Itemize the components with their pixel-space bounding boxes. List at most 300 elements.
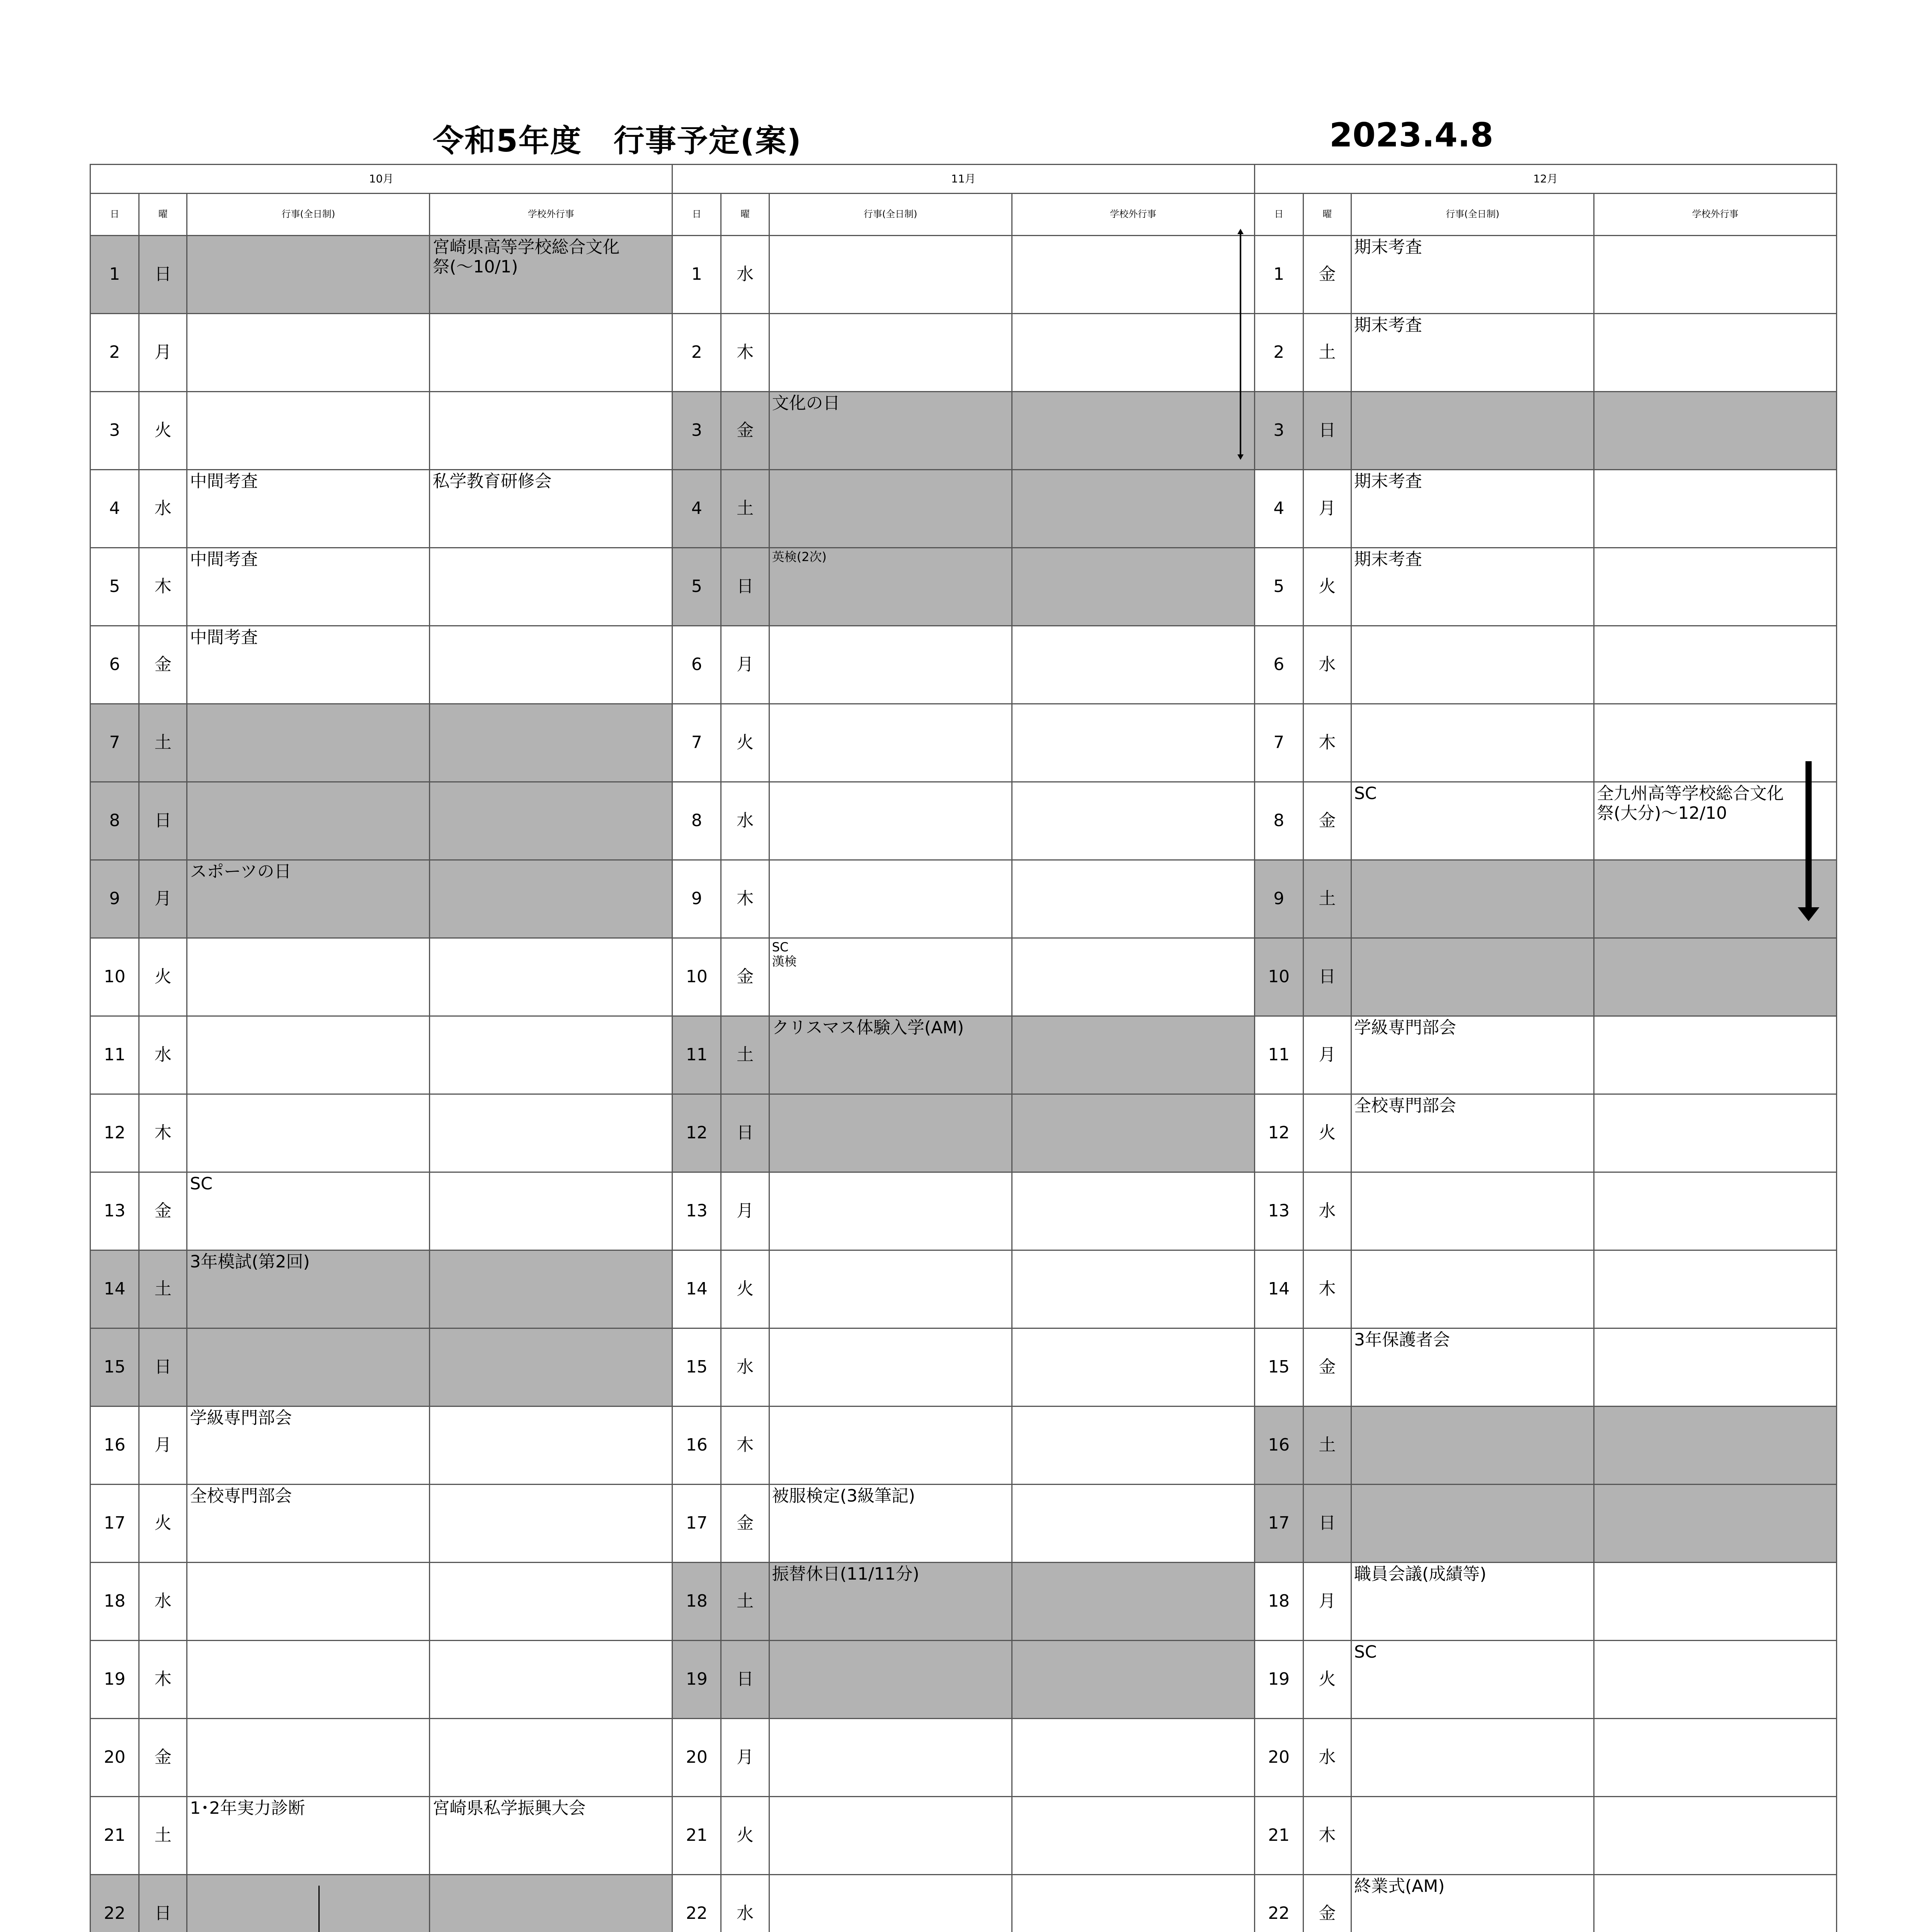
nov-event: [769, 1250, 1012, 1328]
nov-weekday: 水: [721, 236, 769, 314]
oct-weekday: 金: [139, 1172, 187, 1250]
col-weekday: 曜: [1303, 194, 1351, 236]
nov-day-number: 11: [672, 1016, 721, 1094]
nov-event: 被服検定(3級筆記): [769, 1485, 1012, 1563]
oct-external-event: [430, 1875, 672, 1932]
oct-external-event: [430, 1016, 672, 1094]
oct-event: 3年模試(第2回): [187, 1250, 430, 1328]
dec-event: [1351, 704, 1594, 782]
nov-day-number: 18: [672, 1563, 721, 1641]
table-row: [90, 548, 1837, 626]
oct-weekday: 月: [139, 314, 187, 392]
oct-external-event: [430, 1250, 672, 1328]
oct-external-event: 宮崎県私学振興大会: [430, 1797, 672, 1875]
nov-day-number: 5: [672, 548, 721, 626]
nov-day-number: 4: [672, 470, 721, 548]
nov-external-event: [1012, 1875, 1254, 1932]
dec-event: SC: [1351, 1641, 1594, 1719]
month-header-row: [90, 165, 1837, 194]
col-day: 日: [1254, 194, 1303, 236]
nov-external-event: [1012, 1250, 1254, 1328]
oct-weekday: 日: [139, 236, 187, 314]
col-external: 学校外行事: [1012, 194, 1254, 236]
oct-event: [187, 1875, 430, 1932]
oct-event: 中間考査: [187, 470, 430, 548]
oct-day-number: 8: [90, 782, 139, 860]
nov-day-number: 17: [672, 1485, 721, 1563]
oct-external-event: 宮崎県高等学校総合文化 祭(～10/1): [430, 236, 672, 314]
table-row: [90, 782, 1837, 860]
dec-day-number: 21: [1254, 1797, 1303, 1875]
column-header-row: [90, 194, 1837, 236]
table-row: [90, 1875, 1837, 1932]
nov-external-event: [1012, 314, 1254, 392]
nov-external-event: [1012, 1797, 1254, 1875]
dec-event: 職員会議(成績等): [1351, 1563, 1594, 1641]
dec-external-event: [1594, 1797, 1836, 1875]
dec-event: 学級専門部会: [1351, 1016, 1594, 1094]
nov-day-number: 13: [672, 1172, 721, 1250]
dec-external-event: [1594, 938, 1836, 1016]
dec-event: [1351, 860, 1594, 938]
nov-external-event: [1012, 1172, 1254, 1250]
oct-event: [187, 1094, 430, 1172]
col-external: 学校外行事: [1594, 194, 1836, 236]
dec-external-event: [1594, 236, 1836, 314]
nov-day-number: 9: [672, 860, 721, 938]
oct-weekday: 火: [139, 938, 187, 1016]
oct-external-event: [430, 782, 672, 860]
oct-weekday: 水: [139, 1016, 187, 1094]
table-row: [90, 1641, 1837, 1719]
nov-day-number: 10: [672, 938, 721, 1016]
nov-external-event: [1012, 548, 1254, 626]
oct-weekday: 土: [139, 1797, 187, 1875]
nov-event: [769, 860, 1012, 938]
dec-event: [1351, 1797, 1594, 1875]
nov-external-event: [1012, 1016, 1254, 1094]
oct-weekday: 日: [139, 782, 187, 860]
dec-event: [1351, 1485, 1594, 1563]
oct-external-event: [430, 1563, 672, 1641]
oct-day-number: 7: [90, 704, 139, 782]
nov-range-arrow-head-top: [1237, 229, 1244, 234]
oct-event: 1･2年実力診断: [187, 1797, 430, 1875]
oct-day-number: 13: [90, 1172, 139, 1250]
col-events: 行事(全日制): [187, 194, 430, 236]
nov-day-number: 8: [672, 782, 721, 860]
nov-external-event: [1012, 938, 1254, 1016]
col-weekday: 曜: [721, 194, 769, 236]
oct-day-number: 4: [90, 470, 139, 548]
dec-day-number: 4: [1254, 470, 1303, 548]
dec-external-event: [1594, 1172, 1836, 1250]
dec-weekday: 火: [1303, 1641, 1351, 1719]
nov-event: 英検(2次): [769, 548, 1012, 626]
dec-external-event: [1594, 1250, 1836, 1328]
nov-day-number: 6: [672, 626, 721, 704]
nov-weekday: 月: [721, 1719, 769, 1797]
nov-weekday: 金: [721, 392, 769, 470]
nov-external-event: [1012, 782, 1254, 860]
oct-event: [187, 704, 430, 782]
dec-external-event: [1594, 704, 1836, 782]
nov-event: [769, 314, 1012, 392]
oct-weekday: 木: [139, 1641, 187, 1719]
oct-day-number: 1: [90, 236, 139, 314]
oct-external-event: [430, 626, 672, 704]
dec-external-event: [1594, 470, 1836, 548]
dec-weekday: 木: [1303, 704, 1351, 782]
nov-day-number: 16: [672, 1406, 721, 1485]
dec-weekday: 水: [1303, 1172, 1351, 1250]
nov-event: [769, 1641, 1012, 1719]
dec-weekday: 金: [1303, 1328, 1351, 1406]
nov-event: SC 漢検: [769, 938, 1012, 1016]
oct-external-event: [430, 938, 672, 1016]
nov-weekday: 日: [721, 1641, 769, 1719]
nov-weekday: 木: [721, 1406, 769, 1485]
nov-weekday: 火: [721, 1797, 769, 1875]
dec-event: 期末考査: [1351, 548, 1594, 626]
oct-weekday: 月: [139, 1406, 187, 1485]
col-events: 行事(全日制): [1351, 194, 1594, 236]
oct-day-number: 11: [90, 1016, 139, 1094]
nov-day-number: 21: [672, 1797, 721, 1875]
nov-external-event: [1012, 236, 1254, 314]
nov-day-number: 15: [672, 1328, 721, 1406]
oct-day-number: 10: [90, 938, 139, 1016]
dec-external-event: [1594, 1328, 1836, 1406]
dec-day-number: 12: [1254, 1094, 1303, 1172]
oct-external-event: [430, 1094, 672, 1172]
nov-day-number: 20: [672, 1719, 721, 1797]
nov-weekday: 土: [721, 1563, 769, 1641]
table-row: [90, 1797, 1837, 1875]
oct-event: 中間考査: [187, 548, 430, 626]
oct-weekday: 水: [139, 470, 187, 548]
table-row: [90, 704, 1837, 782]
nov-day-number: 14: [672, 1250, 721, 1328]
oct-day-number: 21: [90, 1797, 139, 1875]
table-row: [90, 236, 1837, 314]
nov-event: [769, 626, 1012, 704]
dec-weekday: 日: [1303, 938, 1351, 1016]
nov-external-event: [1012, 1485, 1254, 1563]
oct-day-number: 9: [90, 860, 139, 938]
dec-weekday: 金: [1303, 1875, 1351, 1932]
dec-day-number: 3: [1254, 392, 1303, 470]
dec-day-number: 22: [1254, 1875, 1303, 1932]
col-weekday: 曜: [139, 194, 187, 236]
dec-external-event: 全九州高等学校総合文化 祭(大分)～12/10: [1594, 782, 1836, 860]
dec-day-number: 7: [1254, 704, 1303, 782]
oct-weekday: 月: [139, 860, 187, 938]
oct-event: [187, 236, 430, 314]
oct-day-number: 2: [90, 314, 139, 392]
oct-day-number: 20: [90, 1719, 139, 1797]
dec-event: 期末考査: [1351, 236, 1594, 314]
dec-day-number: 14: [1254, 1250, 1303, 1328]
nov-weekday: 金: [721, 938, 769, 1016]
month-december: 12月: [1254, 165, 1836, 194]
nov-external-event: [1012, 1641, 1254, 1719]
dec-weekday: 金: [1303, 236, 1351, 314]
oct-weekday: 土: [139, 1250, 187, 1328]
oct-day-number: 15: [90, 1328, 139, 1406]
dec-weekday: 土: [1303, 860, 1351, 938]
dec-event: [1351, 1719, 1594, 1797]
dec-day-number: 8: [1254, 782, 1303, 860]
oct-event: [187, 1563, 430, 1641]
oct-weekday: 木: [139, 548, 187, 626]
dec-weekday: 水: [1303, 626, 1351, 704]
nov-event: [769, 1406, 1012, 1485]
nov-weekday: 土: [721, 1016, 769, 1094]
dec-external-event: [1594, 1016, 1836, 1094]
dec-external-event: [1594, 314, 1836, 392]
dec-weekday: 木: [1303, 1797, 1351, 1875]
oct-day-number: 22: [90, 1875, 139, 1932]
dec-weekday: 金: [1303, 782, 1351, 860]
nov-day-number: 19: [672, 1641, 721, 1719]
nov-external-event: [1012, 1328, 1254, 1406]
dec-event: SC: [1351, 782, 1594, 860]
dec-event: [1351, 938, 1594, 1016]
nov-weekday: 火: [721, 704, 769, 782]
dec-event: 期末考査: [1351, 314, 1594, 392]
nov-weekday: 月: [721, 1172, 769, 1250]
dec-weekday: 火: [1303, 548, 1351, 626]
nov-day-number: 7: [672, 704, 721, 782]
table-row: [90, 938, 1837, 1016]
nov-event: [769, 1719, 1012, 1797]
dec-event: [1351, 392, 1594, 470]
dec-event: 全校専門部会: [1351, 1094, 1594, 1172]
dec-external-event: [1594, 392, 1836, 470]
nov-weekday: 木: [721, 860, 769, 938]
nov-event: [769, 1094, 1012, 1172]
dec-weekday: 土: [1303, 314, 1351, 392]
oct-weekday: 木: [139, 1094, 187, 1172]
table-row: [90, 314, 1837, 392]
col-external: 学校外行事: [430, 194, 672, 236]
oct-weekday: 日: [139, 1875, 187, 1932]
dec-day-number: 18: [1254, 1563, 1303, 1641]
nov-external-event: [1012, 704, 1254, 782]
nov-weekday: 金: [721, 1485, 769, 1563]
nov-external-event: [1012, 860, 1254, 938]
oct-day-number: 5: [90, 548, 139, 626]
calendar-table: [90, 164, 1837, 1932]
dec-weekday: 月: [1303, 470, 1351, 548]
oct-trip-range-line: [318, 1886, 320, 1932]
nov-weekday: 水: [721, 782, 769, 860]
dec-day-number: 20: [1254, 1719, 1303, 1797]
oct-weekday: 水: [139, 1563, 187, 1641]
oct-day-number: 14: [90, 1250, 139, 1328]
dec-event: 終業式(AM): [1351, 1875, 1594, 1932]
dec-day-number: 5: [1254, 548, 1303, 626]
nov-event: [769, 1328, 1012, 1406]
dec-external-event: [1594, 1875, 1836, 1932]
oct-event: 学級専門部会: [187, 1406, 430, 1485]
oct-weekday: 火: [139, 1485, 187, 1563]
oct-weekday: 土: [139, 704, 187, 782]
table-row: [90, 860, 1837, 938]
dec-day-number: 16: [1254, 1406, 1303, 1485]
nov-event: クリスマス体験入学(AM): [769, 1016, 1012, 1094]
nov-external-event: [1012, 626, 1254, 704]
oct-event: [187, 1016, 430, 1094]
dec-day-number: 11: [1254, 1016, 1303, 1094]
oct-event: [187, 314, 430, 392]
oct-event: スポーツの日: [187, 860, 430, 938]
oct-external-event: [430, 1328, 672, 1406]
dec-event: 3年保護者会: [1351, 1328, 1594, 1406]
oct-external-event: [430, 1406, 672, 1485]
table-row: [90, 1016, 1837, 1094]
nov-range-arrow-line: [1240, 232, 1241, 456]
dec-weekday: 火: [1303, 1094, 1351, 1172]
oct-day-number: 18: [90, 1563, 139, 1641]
oct-external-event: 私学教育研修会: [430, 470, 672, 548]
oct-weekday: 金: [139, 626, 187, 704]
oct-event: [187, 1719, 430, 1797]
dec-day-number: 15: [1254, 1328, 1303, 1406]
dec-event: [1351, 626, 1594, 704]
oct-event: 中間考査: [187, 626, 430, 704]
nov-event: [769, 1172, 1012, 1250]
document-date: 2023.4.8: [1329, 116, 1494, 155]
nov-external-event: [1012, 1406, 1254, 1485]
dec-day-number: 6: [1254, 626, 1303, 704]
oct-event: [187, 782, 430, 860]
nov-day-number: 22: [672, 1875, 721, 1932]
oct-external-event: [430, 860, 672, 938]
dec-day-number: 19: [1254, 1641, 1303, 1719]
table-row: [90, 1719, 1837, 1797]
oct-day-number: 6: [90, 626, 139, 704]
oct-external-event: [430, 314, 672, 392]
nov-weekday: 土: [721, 470, 769, 548]
month-october: 10月: [90, 165, 672, 194]
oct-external-event: [430, 1641, 672, 1719]
nov-event: 振替休日(11/11分): [769, 1563, 1012, 1641]
nov-weekday: 火: [721, 1250, 769, 1328]
table-row: [90, 626, 1837, 704]
nov-event: [769, 1797, 1012, 1875]
dec-external-event: [1594, 1563, 1836, 1641]
nov-external-event: [1012, 1563, 1254, 1641]
nov-day-number: 1: [672, 236, 721, 314]
dec-range-arrow-head: [1798, 907, 1819, 921]
oct-external-event: [430, 1485, 672, 1563]
nov-external-event: [1012, 1719, 1254, 1797]
oct-event: [187, 938, 430, 1016]
dec-day-number: 13: [1254, 1172, 1303, 1250]
oct-external-event: [430, 1172, 672, 1250]
nov-external-event: [1012, 470, 1254, 548]
dec-external-event: [1594, 1094, 1836, 1172]
dec-external-event: [1594, 860, 1836, 938]
dec-weekday: 水: [1303, 1719, 1351, 1797]
oct-day-number: 3: [90, 392, 139, 470]
oct-event: SC: [187, 1172, 430, 1250]
oct-day-number: 12: [90, 1094, 139, 1172]
dec-event: 期末考査: [1351, 470, 1594, 548]
nov-event: [769, 470, 1012, 548]
table-row: [90, 1250, 1837, 1328]
oct-day-number: 17: [90, 1485, 139, 1563]
nov-weekday: 月: [721, 626, 769, 704]
dec-event: [1351, 1172, 1594, 1250]
dec-external-event: [1594, 1641, 1836, 1719]
nov-weekday: 水: [721, 1328, 769, 1406]
dec-weekday: 木: [1303, 1250, 1351, 1328]
table-row: [90, 1328, 1837, 1406]
nov-event: [769, 704, 1012, 782]
dec-weekday: 月: [1303, 1016, 1351, 1094]
col-day: 日: [672, 194, 721, 236]
oct-external-event: [430, 548, 672, 626]
nov-range-arrow-head-bottom: [1237, 454, 1244, 460]
month-november: 11月: [672, 165, 1254, 194]
dec-day-number: 1: [1254, 236, 1303, 314]
col-events: 行事(全日制): [769, 194, 1012, 236]
oct-external-event: [430, 1719, 672, 1797]
oct-weekday: 日: [139, 1328, 187, 1406]
table-row: [90, 1094, 1837, 1172]
dec-weekday: 日: [1303, 392, 1351, 470]
oct-day-number: 19: [90, 1641, 139, 1719]
nov-event: [769, 782, 1012, 860]
dec-day-number: 10: [1254, 938, 1303, 1016]
nov-weekday: 日: [721, 548, 769, 626]
dec-day-number: 17: [1254, 1485, 1303, 1563]
nov-event: 文化の日: [769, 392, 1012, 470]
dec-external-event: [1594, 626, 1836, 704]
table-row: [90, 470, 1837, 548]
table-row: [90, 1406, 1837, 1485]
nov-day-number: 3: [672, 392, 721, 470]
table-row: [90, 1485, 1837, 1563]
dec-event: [1351, 1250, 1594, 1328]
page-title: 令和5年度 行事予定(案): [433, 123, 802, 159]
table-row: [90, 1172, 1837, 1250]
col-day: 日: [90, 194, 139, 236]
oct-day-number: 16: [90, 1406, 139, 1485]
nov-event: [769, 236, 1012, 314]
dec-external-event: [1594, 1485, 1836, 1563]
oct-weekday: 火: [139, 392, 187, 470]
nov-external-event: [1012, 1094, 1254, 1172]
oct-event: [187, 1641, 430, 1719]
nov-external-event: [1012, 392, 1254, 470]
oct-external-event: [430, 704, 672, 782]
nov-weekday: 水: [721, 1875, 769, 1932]
dec-weekday: 日: [1303, 1485, 1351, 1563]
dec-day-number: 2: [1254, 314, 1303, 392]
oct-weekday: 金: [139, 1719, 187, 1797]
oct-event: [187, 392, 430, 470]
dec-weekday: 月: [1303, 1563, 1351, 1641]
nov-weekday: 木: [721, 314, 769, 392]
dec-day-number: 9: [1254, 860, 1303, 938]
oct-event: [187, 1328, 430, 1406]
dec-external-event: [1594, 548, 1836, 626]
dec-external-event: [1594, 1406, 1836, 1485]
